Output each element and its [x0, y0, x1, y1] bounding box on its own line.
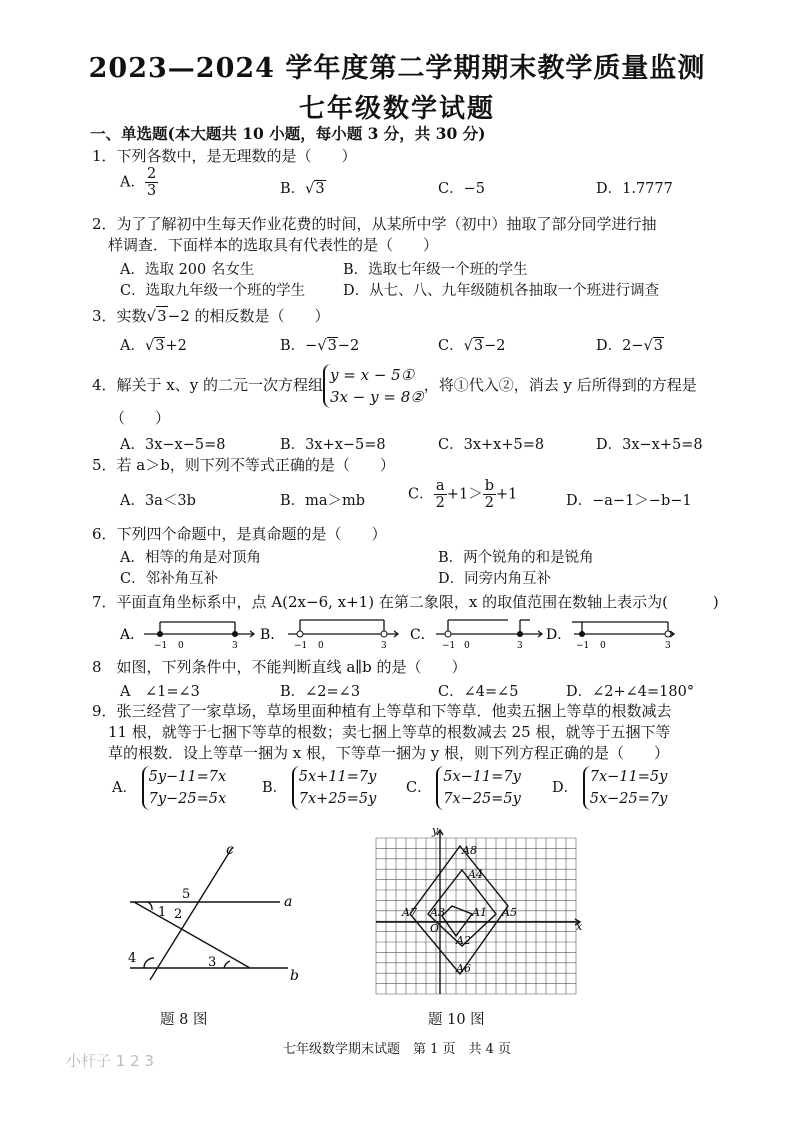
svg-text:B．: B． [260, 627, 285, 643]
svg-text:A3: A3 [430, 906, 445, 919]
svg-text:0: 0 [178, 641, 184, 651]
svg-text:A2: A2 [456, 934, 471, 947]
svg-text:b: b [290, 968, 299, 984]
q4-stem: 4．解关于 x、y 的二元一次方程组y = x − 5① 3x − y = 8②，将①代入②，消去 y 后所得到的方程是 [92, 366, 697, 406]
svg-text:A．: A． [120, 627, 145, 643]
exam-title: 2023—2024 学年度第二学期期末教学质量监测 [88, 53, 706, 84]
svg-text:0: 0 [464, 641, 470, 651]
equation-system: y = x − 5① 3x − y = 8② [323, 364, 424, 408]
q8-option-c: C．∠4=∠5 [438, 684, 519, 700]
svg-text:C．: C． [410, 627, 435, 643]
svg-text:−1: −1 [442, 641, 456, 651]
svg-text:A1: A1 [472, 906, 487, 919]
svg-text:y: y [432, 826, 439, 837]
watermark: 小杆子 1 2 3 [66, 1052, 154, 1070]
svg-text:0: 0 [318, 641, 324, 651]
q8-option-a: A ∠1=∠3 [120, 684, 200, 700]
q9-option-a: A． 5y−11=7x 7y−25=5x [112, 766, 226, 810]
svg-text:A5: A5 [502, 906, 517, 919]
exam-subtitle: 七年级数学试题 [298, 94, 495, 124]
q6-option-d: D．同旁内角互补 [438, 571, 552, 587]
svg-text:1: 1 [158, 905, 167, 920]
q2-option-b: B．选取七年级一个班的学生 [343, 262, 528, 278]
svg-text:3: 3 [208, 955, 217, 970]
q3-option-d: D．2−√3 [596, 338, 663, 354]
q8-stem: 8 如图，下列条件中，不能判断直线 a∥b 的是（ ） [92, 658, 467, 676]
svg-text:A4: A4 [468, 868, 483, 881]
q6-option-b: B．两个锐角的和是锐角 [438, 550, 594, 566]
q5-option-c: C． $\frac{a}{2}$ +1＞ $\frac{b}{2}$ +1 [408, 478, 518, 511]
svg-text:3: 3 [517, 641, 523, 651]
svg-text:3: 3 [381, 641, 387, 651]
q1-option-a: A． $\frac{2}{3}$ [120, 166, 157, 199]
svg-text:3: 3 [665, 641, 671, 651]
q9-option-b: B． 5x+11=7y 7x+25=5y [262, 766, 376, 810]
svg-text:x: x [576, 920, 583, 933]
q6-option-a: A．相等的角是对顶角 [120, 550, 261, 566]
svg-text:A8: A8 [462, 844, 477, 857]
svg-text:−1: −1 [294, 641, 308, 651]
svg-text:5: 5 [182, 887, 191, 902]
q6-stem: 6．下列四个命题中，是真命题的是（ ） [92, 525, 387, 543]
q4-option-b: B．3x+x−5=8 [280, 437, 386, 453]
q5-stem: 5．若 a＞b，则下列不等式正确的是（ ） [92, 456, 395, 474]
fraction: $\frac{2}{3}$ [146, 166, 157, 199]
figure-8 [120, 840, 320, 990]
svg-text:−1: −1 [576, 641, 590, 651]
q2-option-d: D．从七、八、九年级随机各抽取一个班进行调查 [343, 283, 660, 299]
q2-option-c: C．选取九年级一个班的学生 [120, 283, 306, 299]
q9-stem-line3: 草的根数．设上等草一捆为 x 根，下等草一捆为 y 根，则下列方程正确的是（ ） [108, 744, 670, 762]
q9-stem-line2: 11 根，就等于七捆下等草的根数；卖七捆上等草的根数减去 25 根，就等于五捆下等 [108, 723, 671, 741]
page-footer: 七年级数学期末试题 第 1 页 共 4 页 [282, 1042, 512, 1057]
q9-stem-line1: 9．张三经营了一家草场，草场里面种植有上等草和下等草．他卖五捆上等草的根数减去 [92, 702, 672, 720]
q1-option-d: D．1.7777 [596, 181, 673, 197]
figure-10 [372, 826, 592, 998]
q5-option-a: A．3a＜3b [120, 493, 196, 509]
q1-option-c: C．−5 [438, 181, 485, 197]
q9-option-d: D． 7x−11=5y 5x−25=7y [552, 766, 667, 810]
q8-option-d: D．∠2+∠4=180° [566, 684, 695, 700]
q9-option-c: C． 5x−11=7y 7x−25=5y [406, 766, 521, 810]
svg-text:4: 4 [128, 951, 137, 966]
q6-option-c: C．邻补角互补 [120, 571, 219, 587]
q2-option-a: A．选取 200 名女生 [120, 262, 255, 278]
svg-text:2: 2 [174, 907, 183, 922]
svg-text:c: c [226, 842, 234, 858]
q7-number-lines [118, 612, 718, 656]
q7-stem: 7．平面直角坐标系中，点 A(2x−6, x+1) 在第二象限，x 的取值范围在数轴上表示为( ) [92, 593, 719, 611]
q3-option-b: B．−√3−2 [280, 338, 360, 354]
q2-stem-line1: 2．为了了解初中生每天作业花费的时间，从某所中学（初中）抽取了部分同学进行抽 [92, 215, 657, 233]
q3-option-a: A．√3+2 [120, 338, 187, 354]
svg-text:D．: D． [546, 627, 572, 643]
section-heading: 一、单选题(本大题共 10 小题，每小题 3 分，共 30 分) [90, 124, 486, 143]
q2-stem-line2: 样调查．下面样本的选取具有代表性的是（ ） [108, 236, 439, 254]
q4-option-a: A．3x−x−5=8 [120, 437, 226, 453]
q4-option-d: D．3x−x+5=8 [596, 437, 703, 453]
figure-10-caption: 题 10 图 [428, 1012, 485, 1028]
svg-text:A7: A7 [402, 906, 417, 919]
svg-text:3: 3 [232, 641, 238, 651]
q3-stem: 3．实数√3−2 的相反数是（ ） [92, 307, 330, 325]
svg-text:a: a [284, 894, 293, 910]
q1-stem: 1．下列各数中，是无理数的是（ ） [92, 147, 357, 165]
q8-option-b: B．∠2=∠3 [280, 684, 361, 700]
figure-8-caption: 题 8 图 [160, 1012, 208, 1028]
q4-answer-paren: （ ） [110, 409, 171, 427]
svg-text:A6: A6 [456, 962, 471, 975]
svg-text:0: 0 [600, 641, 606, 651]
q3-option-c: C．√3−2 [438, 338, 506, 354]
q4-option-c: C．3x+x+5=8 [438, 437, 545, 453]
svg-text:−1: −1 [154, 641, 168, 651]
svg-text:O: O [430, 922, 440, 935]
q5-option-b: B．ma＞mb [280, 493, 366, 509]
q1-option-b: B．√3 [280, 181, 325, 197]
q5-option-d: D．−a−1＞−b−1 [566, 493, 692, 509]
